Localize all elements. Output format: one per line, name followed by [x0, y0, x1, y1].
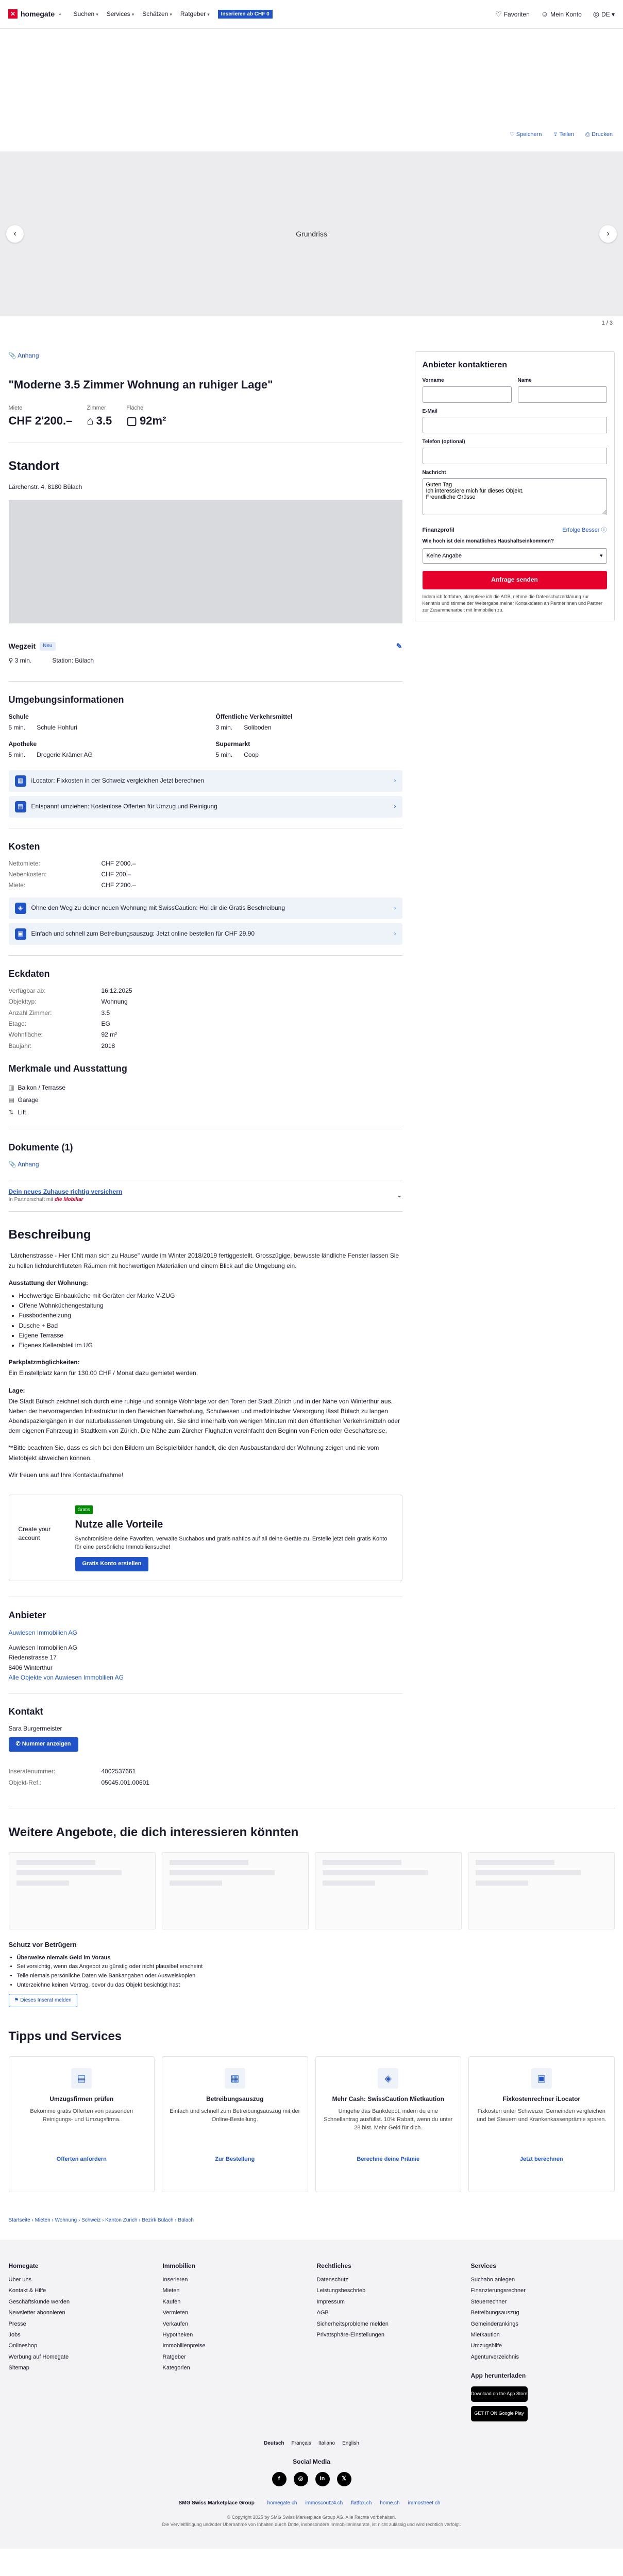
address: Lärchenstr. 4, 8180 Bülach [8, 483, 82, 490]
gallery-prev-arrow-icon[interactable]: ‹ [6, 225, 24, 243]
footer-link[interactable]: Agenturverzeichnis [470, 2353, 519, 2360]
shield-icon: ◈ [15, 903, 26, 914]
footer-link[interactable]: Finanzierungsrechner [470, 2287, 526, 2294]
x-icon[interactable]: 𝕏 [337, 2472, 351, 2486]
details-table: Verfügbar ab: 16.12.2025 Objekttyp: Wohnung Anzahl Zimmer: 3.5 Etage: EG Wohnfläche: 92 m² Baujahr: 2018 [8, 987, 132, 1049]
social-heading: Social Media [293, 2458, 330, 2466]
location-heading: Standort [8, 459, 60, 473]
save-button[interactable]: ♡ Speichern [509, 131, 542, 138]
features-list [9, 1081, 402, 1118]
garage-icon: ▤ [8, 1096, 14, 1104]
chevron-down-icon: ▾ [131, 11, 134, 17]
balcony-icon: ▥ [8, 1084, 14, 1092]
footer-link[interactable]: Kontakt & Hilfe [8, 2287, 46, 2294]
tip-link[interactable]: Jetzt berechnen [519, 2156, 563, 2163]
breadcrumb-item[interactable]: Startseite [8, 2217, 30, 2223]
route-row: ⚲ 3 min. Station: Bülach [8, 657, 94, 665]
nav-ratgeber[interactable]: Ratgeber ▾ [180, 10, 210, 18]
deposit-icon: ◈ [378, 2068, 398, 2089]
lift-icon: ⇅ [8, 1109, 14, 1116]
breadcrumb-item[interactable]: Schweiz [81, 2217, 101, 2223]
footer-link[interactable]: Vermieten [162, 2310, 189, 2316]
finance-info-link[interactable]: Erfolge Besser ⓘ [562, 527, 607, 533]
phone-input[interactable] [423, 448, 607, 464]
heart-icon: ♡ [495, 10, 502, 19]
site-footer [0, 2240, 623, 2549]
debt-record-icon: ▦ [225, 2068, 245, 2089]
gallery-counter: 1 / 3 [601, 319, 613, 326]
logo-text: homegate [21, 10, 55, 19]
surrounding-item: Öffentliche Verkehrsmittel 3 min. Soliboden [215, 713, 293, 732]
chevron-right-icon: › [394, 930, 396, 938]
footer-link[interactable]: Impressum [316, 2298, 345, 2305]
footer-link[interactable]: Gemeinderankings [470, 2320, 518, 2327]
chevron-down-icon: ▾ [96, 11, 98, 17]
calculator-icon: ▦ [15, 775, 26, 787]
footer-col-immobilien: Immobilien Inserieren Mieten Kaufen Vermieten Verkaufen Hypotheken Immobilienpreise Ratgeber Kategorien [163, 2260, 307, 2421]
insurance-promo[interactable]: Dein neues Zuhause richtig versichern In Partnerschaft mit die Mobiliar ⌄ [9, 1180, 402, 1212]
message-textarea[interactable] [423, 478, 607, 515]
group-brands: SMG Swiss Marketplace Group homegate.ch immoscout24.ch flatfox.ch home.ch immostreet.ch [178, 2500, 441, 2506]
deposit-banner[interactable]: ◈ Ohne den Weg zu deiner neuen Wohnung mit SwissCaution: Hol dir die Gratis Beschreibung › [9, 897, 402, 919]
reference-table: Inseratenummer: 4002537661 Objekt-Ref.: 05045.001.00601 [8, 1768, 149, 1786]
area-icon: ▢ [126, 414, 138, 428]
rent-fact: Miete CHF 2'200.– [8, 405, 73, 428]
footer-link[interactable]: Kaufen [162, 2298, 181, 2305]
feature-item: ⇅ Lift [9, 1106, 402, 1118]
print-button[interactable]: ⎙ Drucken [585, 131, 613, 138]
new-badge: Neu [40, 642, 55, 651]
description-body: "Lärchenstrasse - Hier fühlt man sich zu Hause" wurde im Winter 2018/2019 fertiggestellt. Grosszügige, bewusste ländliche Fenster lassen Sie zu hellen lichtdurchfluteten Räumen mit hochwertigen Materialien und einem Blick auf die Umgebung ein. Ausstattung der Wohnung: • Hochwertige Einbauküche mit Geräten der Marke V-ZUG • Offene Wohnküchengestaltung • Fussbodenheizung • Dusche + Bad • Eigene Terrasse • Eigenes Kellerabteil im UG Parkplatzmöglichkeiten: Ein Einstellplatz kann für 130.00 CHF / Monat dazu gemietet werden. Lage: Die Stadt Bülach zeichnet sich durch eine ruhige und sonnige Wohnlage vor den Toren der Stadt Zürich und in der Nähe von Winterthur aus. Neben der hervorragenden Infrastruktur in den Bereichen Naherholung, Schulwesen und medizinischer Versorgung lässt Bülach zu langen Abendspaziergängen in der naturbelassenen Umgebung ein. Sie sind innerhalb von wenigen Minuten mit den öffentlichen Verkehrsmitteln oder dem eigenen Fahrzeug in Stadtkern von Zürich. Die Nähe zum Zürcher Flughafen vereinfacht den Beginn von Ferien oder Geschäftsreise. **Bitte beachten Sie, dass es sich bei den Bildern um Beispielbilder handelt, die den Ausbaustandard der Wohnung zeigen und nie vom Mietobjekt abweichen können. Wir freuen uns auf Ihre Kontaktaufnahme! [9, 1251, 402, 1480]
listing-title: "Moderne 3.5 Zimmer Wohnung an ruhiger Lage" [8, 378, 273, 392]
moving-banner[interactable]: ▤ Entspannt umziehen: Kostenlose Offerten für Umzug und Reinigung › [9, 796, 402, 818]
google-play-badge[interactable]: GET IT ON Google Play [471, 2406, 528, 2421]
contact-form-heading: Anbieter kontaktieren [422, 360, 507, 369]
tip-card: ▦ Betreibungsauszug Einfach und schnell zum Betreibungsauszug mit der Online-Bestellung. Zur Bestellung [162, 2056, 308, 2192]
main-nav [74, 10, 273, 19]
first-name-input[interactable] [423, 386, 512, 403]
offer-placeholder[interactable] [468, 1852, 615, 1929]
breadcrumb: Startseite › Mieten › Wohnung › Schweiz › Kanton Zürich › Bezirk Bülach › Bülach [8, 2217, 194, 2223]
surroundings-heading: Umgebungsinformationen [8, 694, 124, 705]
report-listing-button[interactable]: ⚑ Dieses Inserat melden [9, 1994, 77, 2007]
chevron-right-icon: › [394, 802, 396, 810]
send-request-button[interactable]: Anfrage senden [423, 571, 607, 589]
language-switch [9, 2440, 615, 2448]
account-card: Create your account Gratis Nutze alle Vorteile Synchronisiere deine Favoriten, verwalte Suchabos und gratis nahtlos auf all deine Geräte zu. Erstelle jetzt dein gratis Konto für eine persönliche Immobiliensuche! Gratis Konto erstellen [9, 1495, 402, 1581]
more-offers-heading: Weitere Angebote, die dich interessieren könnten [8, 1825, 299, 1840]
app-store-badge[interactable]: Download on the App Store [471, 2386, 528, 2402]
footer-link[interactable]: Kategorien [162, 2365, 190, 2371]
footer-link[interactable]: Werbung auf Homegate [8, 2353, 69, 2360]
rooms-fact: Zimmer ⌂ 3.5 [87, 404, 112, 429]
homegate-logo[interactable] [8, 9, 62, 19]
document-icon: ▣ [15, 928, 26, 940]
footer-link[interactable]: Privatsphäre-Einstellungen [316, 2331, 384, 2338]
footer-col-services: Services Suchabo anlegen Finanzierungsrechner Steuerrechner Betreibungsauszug Gemeinderankings Mietkaution Umzugshilfe Agenturverzeichnis App herunterladen Download on the App Store GET IT ON Google Play [471, 2260, 615, 2421]
document-link[interactable]: 📎 Anhang [8, 1161, 39, 1168]
footer-link[interactable]: Ratgeber [162, 2353, 186, 2360]
footer-link[interactable]: Geschäftskunde werden [8, 2298, 70, 2305]
rooms-icon: ⌂ [87, 414, 94, 428]
brand-link[interactable]: homegate.ch [267, 2500, 297, 2506]
breadcrumb-item[interactable]: Wohnung [55, 2217, 77, 2223]
footer-link[interactable]: Hypotheken [162, 2331, 193, 2338]
footer-link[interactable]: Inserieren [162, 2276, 188, 2283]
chevron-down-icon: ▾ [207, 11, 210, 17]
footer-link[interactable]: Suchabo anlegen [470, 2276, 515, 2283]
footer-link[interactable]: Immobilienpreise [162, 2343, 206, 2349]
income-select[interactable]: Keine Angabe ▾ [423, 548, 607, 564]
moving-firm-icon: ▤ [71, 2068, 92, 2089]
contact-name: Sara Burgermeister [8, 1725, 62, 1733]
language-select[interactable]: ◎ DE ▾ [593, 10, 615, 19]
surroundings-grid [9, 713, 402, 760]
footer-link[interactable]: Onlineshop [8, 2343, 38, 2349]
lang-option[interactable]: English [342, 2440, 359, 2446]
tip-card: ▣ Fixkostenrechner iLocator Fixkosten unter Schweizer Gemeinden vergleichen und bei Steuern und Krankenkassenprämie sparen. Jetzt berechnen [468, 2056, 615, 2192]
lang-option[interactable]: Deutsch [264, 2440, 284, 2446]
tip-link[interactable]: Berechne deine Prämie [357, 2156, 420, 2163]
location-map[interactable] [9, 500, 402, 623]
chevron-down-icon: ▾ [599, 553, 603, 560]
email-input[interactable] [423, 417, 607, 433]
details-heading: Eckdaten [8, 968, 50, 979]
chevron-down-icon: ⌄ [396, 1191, 402, 1199]
tip-card: ▤ Umzugsfirmen prüfen Bekomme gratis Offerten von passenden Reinigungs- und Umzugsfirma. Offerten anfordern [9, 2056, 155, 2192]
calculator-icon: ▣ [531, 2068, 552, 2089]
create-account-button[interactable]: Gratis Konto erstellen [75, 1557, 149, 1571]
linkedin-icon[interactable]: in [315, 2472, 330, 2486]
scam-warning: Schutz vor Betrügern • Überweise niemals Geld im Voraus • Sei vorsichtig, wenn das Angebot zu günstig oder nicht plausibel erscheint • Teile niemals persönliche Daten wie Bankangaben oder Ausweiskopien • Unterzeichne keinen Vertrag, bevor du das Objekt besichtigt hast ⚑ Dieses Inserat melden [9, 1940, 615, 2007]
description-heading: Beschreibung [8, 1227, 91, 1242]
facebook-icon[interactable]: f [272, 2472, 287, 2486]
area-fact: Fläche ▢ 92m² [126, 404, 166, 429]
provider-heading: Anbieter [8, 1609, 46, 1620]
image-gallery[interactable] [0, 151, 623, 316]
surrounding-item: Apotheke 5 min. Drogerie Krämer AG [8, 740, 93, 759]
order-banner[interactable]: ▣ Einfach und schnell zum Betreibungsauszug: Jetzt online bestellen für CHF 29.90 › [9, 923, 402, 945]
electricity-banner[interactable]: ▦ iLocator: Fixkosten in der Schweiz vergleichen Jetzt berechnen › [9, 770, 402, 792]
feature-item: ▤ Garage [9, 1094, 402, 1106]
breadcrumb-item[interactable]: Mieten [35, 2217, 50, 2223]
features-heading: Merkmale und Ausstattung [8, 1063, 127, 1074]
footer-link[interactable]: Jobs [8, 2331, 21, 2338]
footer-link[interactable]: Betreibungsauszug [470, 2310, 519, 2316]
brand-link[interactable]: home.ch [380, 2500, 400, 2506]
chevron-right-icon: › [394, 776, 396, 784]
attachment-link[interactable]: 📎 Anhang [8, 351, 39, 359]
tips-heading: Tipps und Services [8, 2029, 122, 2044]
offer-placeholder[interactable] [315, 1852, 462, 1929]
free-badge: Gratis [75, 1505, 93, 1514]
brand-link[interactable]: flatfox.ch [351, 2500, 372, 2506]
provider-block: Auwiesen Immobilien AG Auwiesen Immobilien AG Riedenstrasse 17 8406 Winterthur Alle Objekte von Auwiesen Immobilien AG [9, 1628, 402, 1683]
nav-inserieren-button[interactable]: Inserieren ab CHF 0 [218, 10, 273, 19]
footer-col-legal: Rechtliches Datenschutz Leistungsbeschrieb Impressum AGB Sicherheitsprobleme melden Privatsphäre-Einstellungen [317, 2260, 461, 2421]
surrounding-item: Supermarkt 5 min. Coop [215, 740, 259, 759]
footer-link[interactable]: Leistungsbeschrieb [316, 2287, 366, 2294]
more-offers [9, 1852, 615, 1929]
footer-link[interactable]: Umzugshilfe [470, 2343, 502, 2349]
chevron-right-icon: › [394, 904, 396, 912]
truck-icon: ▤ [15, 801, 26, 812]
last-name-input[interactable] [518, 386, 607, 403]
footer-link[interactable]: Steuerrechner [470, 2298, 507, 2305]
feature-item: ▥ Balkon / Terrasse [9, 1081, 402, 1094]
breadcrumb-item[interactable]: Kanton Zürich [105, 2217, 138, 2223]
footer-link[interactable]: Über uns [8, 2276, 32, 2283]
nav-suchen[interactable]: Suchen ▾ [73, 10, 98, 18]
contact-heading: Kontakt [8, 1706, 43, 1717]
footer-link[interactable]: Datenschutz [316, 2276, 348, 2283]
footer-col-homegate: Homegate Über uns Kontakt & Hilfe Geschäftskunde werden Newsletter abonnieren Presse Jobs Onlineshop Werbung auf Homegate Sitemap [9, 2260, 153, 2421]
footer-link[interactable]: Sicherheitsprobleme melden [316, 2320, 389, 2327]
breadcrumb-item[interactable]: Bezirk Bülach [142, 2217, 174, 2223]
gallery-image-label: Grundriss [296, 229, 327, 238]
footer-link[interactable]: AGB [316, 2310, 329, 2316]
brand-link[interactable]: immostreet.ch [408, 2500, 441, 2506]
footer-link[interactable]: Verkaufen [162, 2320, 189, 2327]
listing-actions [0, 122, 623, 148]
tip-card: ◈ Mehr Cash: SwissCaution Mietkaution Umgehe das Bankdepot, indem du eine Schnellantrag ausfüllst. 10% Rabatt, wenn du unter 28 bist. Mehr Geld für dich. Berechne deine Prämie [315, 2056, 462, 2192]
user-icon: ☺ [541, 10, 549, 19]
show-number-button[interactable]: ✆ Nummer anzeigen [9, 1737, 78, 1752]
chevron-down-icon: ▾ [170, 11, 172, 17]
key-facts [9, 404, 402, 429]
breadcrumb-item[interactable]: Bülach [178, 2217, 194, 2223]
legal-text: Indem ich fortfahre, akzeptiere ich die AGB, nehme die Datenschutzerklärung zur Kenntnis und stimme der Weitergabe meiner Kontaktdaten an Partnerinnen und Partner zur Zusammenarbeit mit Immobilien zu. [422, 594, 603, 613]
documents-heading: Dokumente (1) [8, 1142, 73, 1153]
account-link[interactable]: ☺ Mein Konto [541, 10, 582, 19]
surrounding-item: Schule 5 min. Schule Hohfuri [8, 713, 77, 732]
contact-form: Anbieter kontaktieren Vorname Name E-Mail Telefon (optional) Nachricht Guten Tag Ich interessiere mich für dieses Objekt. Freundliche Grüsse Finanzprofil Erfolge Besser ⓘ Wie hoch ist dein monatliches Haushaltseinkommen? Keine Angabe ▾ Anfrage senden Indem ich fortfahre, akzeptiere ich die AGB, nehme die Datenschutzerklärung zur Kenntnis und stimme der Weitergabe meiner Kontaktdaten an Partnerinnen und Partner zur Zusammenarbeit mit Immobilien zu. [415, 351, 615, 621]
lang-option[interactable]: Français [291, 2440, 311, 2446]
lang-option[interactable]: Italiano [318, 2440, 335, 2446]
gallery-next-arrow-icon[interactable]: › [599, 225, 617, 243]
instagram-icon[interactable]: ◎ [294, 2472, 308, 2486]
tips-services [9, 2056, 615, 2192]
tip-link[interactable]: Offerten anfordern [56, 2156, 107, 2163]
nav-services[interactable]: Services ▾ [106, 10, 134, 18]
costs-heading: Kosten [8, 841, 40, 852]
edit-route-icon[interactable]: ✎ [396, 642, 402, 651]
footer-link[interactable]: Newsletter abonnieren [8, 2310, 65, 2316]
logo-mark-icon: ✕ [8, 9, 18, 19]
site-header [0, 0, 623, 29]
footer-link[interactable]: Sitemap [8, 2365, 29, 2371]
social-icons [9, 2472, 615, 2486]
offer-placeholder[interactable] [9, 1852, 156, 1929]
favorites-link[interactable]: ♡ Favoriten [495, 10, 530, 19]
offer-placeholder[interactable] [162, 1852, 309, 1929]
mobiliar-logo: die Mobiliar [54, 1197, 83, 1203]
globe-icon: ◎ [593, 10, 599, 19]
copyright: © Copyright 2025 by SMG Swiss Marketplace Group AG. Alle Rechte vorbehalten. Die Vervielfältigung und/oder Übernahme von Inhalten durch Dritte, insbesondere Immobilieninserate, ist nicht zulässig und wird rechtlich verfolgt. [162, 2515, 461, 2527]
logo-chevron-icon: ⌄ [58, 11, 62, 17]
walk-icon: ⚲ [8, 657, 13, 665]
footer-link[interactable]: Mietkaution [470, 2331, 500, 2338]
share-button[interactable]: ⇪ Teilen [553, 131, 575, 138]
provider-name-link[interactable]: Auwiesen Immobilien AG [8, 1629, 77, 1636]
tip-link[interactable]: Zur Bestellung [215, 2156, 255, 2163]
footer-link[interactable]: Presse [8, 2320, 26, 2327]
nav-schaetzen[interactable]: Schätzen ▾ [142, 10, 172, 18]
costs-table: Nettomiete: CHF 2'000.– Nebenkosten: CHF 200.– Miete: CHF 2'200.– [8, 859, 136, 889]
provider-all-objects-link[interactable]: Alle Objekte von Auwiesen Immobilien AG [8, 1673, 124, 1681]
footer-link[interactable]: Mieten [162, 2287, 180, 2294]
route-header: Wegzeit Neu ✎ [9, 641, 402, 651]
brand-link[interactable]: immoscout24.ch [305, 2500, 343, 2506]
